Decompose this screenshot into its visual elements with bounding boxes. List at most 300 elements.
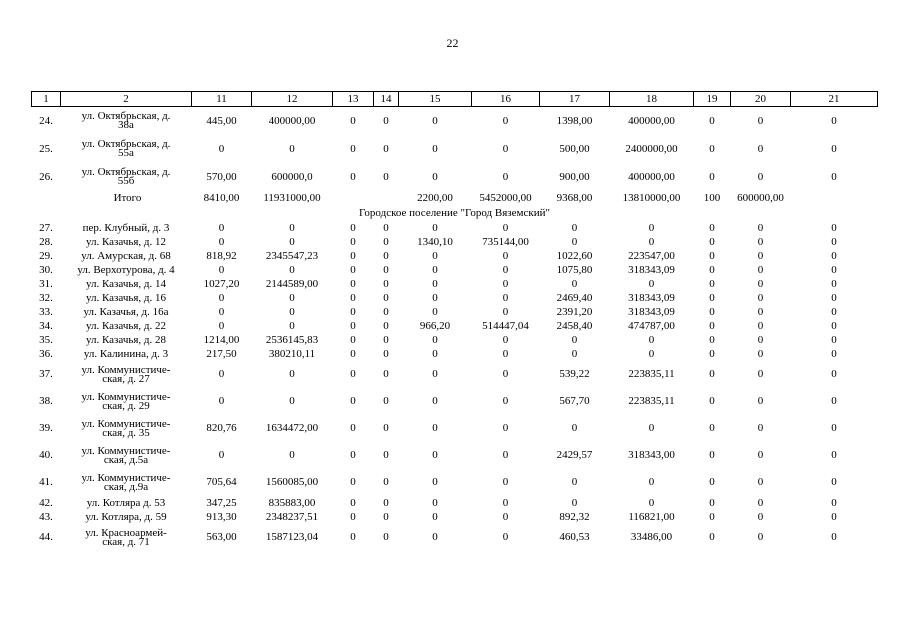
- value-cell: 0: [648, 333, 655, 346]
- address-cell: [61, 291, 192, 305]
- value-cell: 539,22: [559, 368, 590, 380]
- value-cell: 0: [502, 305, 509, 318]
- value-cell: 0: [571, 221, 578, 234]
- value-cell: 0: [757, 249, 764, 262]
- value-cell: 0: [502, 422, 509, 434]
- value-cell: 0: [432, 476, 438, 488]
- value-cell: 0: [502, 333, 509, 346]
- value-cell: 0: [350, 142, 356, 155]
- value-cell: 0: [432, 531, 438, 543]
- value-cell: 0: [432, 496, 438, 509]
- value-cell: 2458,40: [556, 319, 593, 332]
- value-cell: 0: [709, 114, 715, 127]
- value-cell: 0: [648, 277, 655, 290]
- value-cell: 0: [571, 422, 578, 434]
- value-cell: 0: [502, 277, 509, 290]
- value-cell: 33486,00: [630, 531, 673, 543]
- address-cell: [61, 347, 192, 361]
- value-cell: 0: [383, 235, 389, 248]
- value-cell: 0: [383, 263, 389, 276]
- value-cell: 0: [831, 395, 837, 407]
- value-cell: 0: [757, 277, 764, 290]
- column-header: 21: [791, 92, 878, 107]
- value-cell: 0: [350, 305, 356, 318]
- row-number: 37.: [39, 368, 53, 380]
- address-line: ул. Казачья, д. 28: [85, 333, 167, 346]
- row-number: 35.: [39, 333, 53, 346]
- value-cell: 0: [383, 142, 389, 155]
- section-row: [32, 205, 878, 221]
- address-cell: [61, 496, 192, 510]
- value-cell: 0: [383, 496, 389, 509]
- value-cell: 0: [571, 333, 578, 346]
- value-cell: 966,20: [419, 319, 451, 332]
- value-cell: 0: [432, 368, 438, 380]
- value-cell: 0: [757, 235, 764, 248]
- value-cell: 0: [831, 476, 837, 488]
- value-cell: 0: [502, 395, 509, 407]
- value-cell: 820,76: [206, 422, 237, 434]
- value-cell: 0: [289, 368, 295, 380]
- address-line: ская, д.5а: [103, 453, 149, 466]
- value-cell: 0: [757, 291, 764, 304]
- value-cell: 0: [709, 510, 715, 523]
- value-cell: 0: [350, 221, 356, 234]
- table-row: [32, 319, 878, 333]
- value-cell: 0: [648, 221, 655, 234]
- row-number: 34.: [39, 319, 53, 332]
- value-cell: 514447,04: [482, 319, 529, 332]
- value-cell: 0: [432, 395, 438, 407]
- row-number: 40.: [39, 449, 53, 461]
- table-row: [32, 263, 878, 277]
- value-cell: 0: [289, 305, 295, 318]
- value-cell: 116821,00: [628, 510, 675, 523]
- value-cell: 900,00: [559, 170, 590, 183]
- value-cell: 0: [571, 496, 578, 509]
- value-cell: 0: [709, 333, 715, 346]
- value-cell: 0: [709, 277, 715, 290]
- value-cell: 0: [502, 476, 509, 488]
- address-cell: [61, 388, 192, 415]
- value-cell: 0: [432, 114, 438, 127]
- value-cell: 818,92: [206, 249, 237, 262]
- value-cell: 0: [757, 221, 764, 234]
- value-cell: 0: [383, 319, 389, 332]
- value-cell: 0: [350, 395, 356, 407]
- value-cell: 0: [289, 235, 295, 248]
- total-row: [32, 191, 878, 205]
- value-cell: 2348237,51: [265, 510, 319, 523]
- value-cell: 0: [383, 531, 389, 543]
- value-cell: 0: [350, 170, 356, 183]
- total-value-cell: [333, 191, 374, 205]
- row-number: 39.: [39, 422, 53, 434]
- value-cell: 0: [350, 333, 356, 346]
- table-row: [32, 469, 878, 496]
- value-cell: 0: [350, 277, 356, 290]
- total-value-cell: 5452000,00: [479, 191, 532, 204]
- value-cell: 0: [383, 347, 389, 360]
- value-cell: 0: [289, 319, 295, 332]
- value-cell: 0: [432, 422, 438, 434]
- table-row: [32, 107, 878, 136]
- column-header: 1: [32, 92, 61, 107]
- value-cell: 0: [350, 422, 356, 434]
- value-cell: 0: [383, 368, 389, 380]
- value-cell: 0: [218, 319, 225, 332]
- table-row: [32, 277, 878, 291]
- column-header: 11: [192, 92, 252, 107]
- value-cell: 0: [432, 142, 438, 155]
- row-number: 42.: [39, 496, 53, 509]
- value-cell: 567,70: [559, 395, 590, 407]
- row-number: 24.: [39, 114, 53, 127]
- table-row: [32, 361, 878, 388]
- value-cell: 835883,00: [268, 496, 316, 509]
- value-cell: 0: [383, 449, 389, 461]
- value-cell: 0: [350, 368, 356, 380]
- value-cell: 0: [757, 305, 764, 318]
- value-cell: 0: [831, 422, 837, 434]
- address-line: ул. Коммунистиче-: [81, 390, 171, 403]
- row-number: 28.: [39, 235, 53, 248]
- value-cell: 0: [502, 142, 509, 155]
- value-cell: 0: [757, 510, 764, 523]
- table-row: [32, 496, 878, 510]
- value-cell: 0: [218, 263, 225, 276]
- table-row: [32, 388, 878, 415]
- row-number: 33.: [39, 305, 53, 318]
- address-line: ская, д. 29: [102, 399, 150, 412]
- value-cell: 0: [502, 496, 509, 509]
- total-value-cell: [791, 191, 878, 205]
- value-cell: 913,30: [206, 510, 237, 523]
- row-number: 26.: [39, 170, 53, 183]
- value-cell: 0: [709, 531, 715, 543]
- value-cell: 0: [709, 449, 715, 461]
- value-cell: 0: [831, 170, 837, 183]
- value-cell: 0: [709, 249, 715, 262]
- value-cell: 0: [757, 422, 764, 434]
- value-cell: 0: [350, 249, 356, 262]
- page-number: 22: [446, 36, 459, 50]
- table-row: [32, 415, 878, 442]
- value-cell: 217,50: [206, 347, 237, 360]
- address-line: ул. Коммунистиче-: [81, 363, 171, 376]
- column-header: 19: [694, 92, 731, 107]
- address-line: пер. Клубный, д. 3: [82, 221, 170, 234]
- value-cell: 0: [502, 531, 509, 543]
- address-line: ул. Котляра, д. 59: [85, 510, 167, 523]
- value-cell: 0: [432, 170, 438, 183]
- table-row: [32, 524, 878, 551]
- address-cell: [61, 249, 192, 263]
- total-label: Итого: [113, 191, 142, 204]
- value-cell: 0: [571, 347, 578, 360]
- value-cell: 563,00: [206, 531, 237, 543]
- value-cell: 0: [757, 114, 764, 127]
- address-line: ул. Казачья, д. 16а: [83, 305, 169, 318]
- row-number: 27.: [39, 221, 53, 234]
- value-cell: 0: [502, 510, 509, 523]
- value-cell: 0: [289, 142, 295, 155]
- value-cell: 318343,09: [628, 291, 675, 304]
- value-cell: 0: [757, 347, 764, 360]
- value-cell: 0: [648, 496, 655, 509]
- value-cell: 0: [757, 170, 764, 183]
- address-line: ул. Верхотурова, д. 4: [77, 263, 175, 276]
- value-cell: 0: [831, 305, 837, 318]
- value-cell: 0: [831, 496, 837, 509]
- table-row: [32, 135, 878, 163]
- value-cell: 0: [831, 333, 837, 346]
- value-cell: 0: [757, 263, 764, 276]
- value-cell: 0: [831, 235, 837, 248]
- value-cell: 1560085,00: [265, 476, 319, 488]
- total-value-cell: 13810000,00: [622, 191, 681, 204]
- address-line: ул. Котляра д. 53: [86, 496, 166, 509]
- address-line: 38а: [118, 119, 134, 131]
- value-cell: 223547,00: [628, 249, 675, 262]
- value-cell: 0: [502, 249, 509, 262]
- table-row: [32, 510, 878, 524]
- address-cell: [61, 524, 192, 551]
- address-line: ул. Казачья, д. 22: [85, 319, 167, 332]
- value-cell: 0: [432, 449, 438, 461]
- value-cell: 0: [502, 263, 509, 276]
- total-value-cell: 100: [703, 191, 721, 204]
- value-cell: 0: [502, 368, 509, 380]
- value-cell: 0: [350, 319, 356, 332]
- value-cell: 0: [502, 170, 509, 183]
- column-header: 15: [399, 92, 472, 107]
- address-cell: [61, 510, 192, 524]
- value-cell: 380210,11: [268, 347, 316, 360]
- address-line: ул. Красноармей-: [85, 526, 167, 539]
- value-cell: 0: [383, 305, 389, 318]
- value-cell: 0: [648, 235, 655, 248]
- value-cell: 223835,11: [628, 395, 675, 407]
- value-cell: 0: [709, 347, 715, 360]
- row-number: 32.: [39, 291, 53, 304]
- value-cell: 2469,40: [556, 291, 593, 304]
- value-cell: 0: [432, 263, 438, 276]
- value-cell: 0: [383, 422, 389, 434]
- table-row: [32, 305, 878, 319]
- value-cell: 460,53: [559, 531, 590, 543]
- value-cell: 0: [289, 449, 295, 461]
- table-body: [32, 107, 878, 552]
- table-row: [32, 235, 878, 249]
- table-row: [32, 333, 878, 347]
- value-cell: 0: [218, 142, 225, 155]
- value-cell: 2536145,83: [265, 333, 319, 346]
- value-cell: 570,00: [206, 170, 237, 183]
- value-cell: 0: [383, 221, 389, 234]
- value-cell: 0: [831, 449, 837, 461]
- value-cell: 0: [502, 114, 509, 127]
- value-cell: 1214,00: [203, 333, 240, 346]
- value-cell: 2391,20: [556, 305, 593, 318]
- value-cell: 0: [218, 449, 225, 461]
- value-cell: 0: [757, 531, 764, 543]
- value-cell: 0: [432, 305, 438, 318]
- address-cell: [61, 135, 192, 163]
- value-cell: 0: [831, 114, 837, 127]
- row-number: [32, 191, 61, 205]
- value-cell: 0: [350, 291, 356, 304]
- value-cell: 0: [350, 449, 356, 461]
- address-line: ул. Коммунистиче-: [81, 444, 171, 457]
- value-cell: 0: [709, 235, 715, 248]
- value-cell: 0: [709, 142, 715, 155]
- address-line: ская, д. 27: [102, 372, 150, 385]
- column-header: 20: [731, 92, 791, 107]
- value-cell: 0: [831, 249, 837, 262]
- value-cell: 0: [350, 114, 356, 127]
- value-cell: 0: [383, 291, 389, 304]
- address-line: ская, д. 71: [102, 535, 150, 548]
- value-cell: 0: [432, 221, 438, 234]
- value-cell: 0: [831, 263, 837, 276]
- value-cell: 0: [432, 347, 438, 360]
- value-cell: 0: [350, 476, 356, 488]
- address-line: ул. Казачья, д. 14: [85, 277, 167, 290]
- value-cell: 0: [502, 221, 509, 234]
- value-cell: 2144589,00: [265, 277, 319, 290]
- value-cell: 0: [709, 305, 715, 318]
- address-line: ул. Октябрьская, д.: [81, 110, 171, 122]
- address-line: ул. Казачья, д. 16: [85, 291, 167, 304]
- column-header: 17: [540, 92, 610, 107]
- total-value-cell: 11931000,00: [263, 191, 321, 204]
- address-cell: [61, 469, 192, 496]
- value-cell: 318343,00: [628, 449, 675, 461]
- address-line: 55а: [118, 147, 134, 159]
- row-number: 31.: [39, 277, 53, 290]
- row-number: 36.: [39, 347, 53, 360]
- value-cell: 0: [648, 422, 655, 434]
- column-header: 2: [61, 92, 192, 107]
- value-cell: 1075,80: [556, 263, 593, 276]
- value-cell: 0: [218, 235, 225, 248]
- value-cell: 2400000,00: [625, 142, 678, 155]
- value-cell: 0: [383, 277, 389, 290]
- value-cell: 600000,0: [271, 170, 313, 183]
- row-number: 25.: [39, 142, 53, 155]
- value-cell: 0: [831, 142, 837, 155]
- value-cell: 0: [709, 221, 715, 234]
- value-cell: 0: [831, 277, 837, 290]
- value-cell: 705,64: [206, 476, 237, 488]
- address-cell: [61, 442, 192, 469]
- table-row: [32, 442, 878, 469]
- value-cell: 0: [757, 449, 764, 461]
- total-value-cell: 600000,00: [737, 191, 784, 204]
- address-cell: [61, 221, 192, 235]
- column-header: 18: [610, 92, 694, 107]
- value-cell: 0: [831, 347, 837, 360]
- value-cell: 0: [350, 496, 356, 509]
- address-line: ская, д.9а: [103, 480, 149, 493]
- value-cell: 0: [289, 395, 295, 407]
- value-cell: 0: [831, 531, 837, 543]
- value-cell: 0: [709, 170, 715, 183]
- value-cell: 735144,00: [482, 235, 529, 248]
- address-cell: [61, 277, 192, 291]
- value-cell: 0: [709, 319, 715, 332]
- address-line: ул. Коммунистиче-: [81, 417, 171, 430]
- value-cell: 0: [571, 277, 578, 290]
- value-cell: 0: [831, 368, 837, 380]
- value-cell: 0: [757, 476, 764, 488]
- value-cell: 0: [502, 449, 509, 461]
- value-cell: 0: [350, 347, 356, 360]
- value-cell: 0: [757, 496, 764, 509]
- address-cell: [61, 107, 192, 136]
- value-cell: 474787,00: [628, 319, 675, 332]
- row-number: 29.: [39, 249, 53, 262]
- value-cell: 400000,00: [628, 170, 675, 183]
- value-cell: 0: [432, 249, 438, 262]
- value-cell: 0: [571, 476, 578, 488]
- address-line: ул. Октябрьская, д.: [81, 166, 171, 178]
- value-cell: 0: [709, 395, 715, 407]
- value-cell: 0: [648, 476, 655, 488]
- address-cell: [61, 305, 192, 319]
- value-cell: 0: [350, 531, 356, 543]
- address-cell: [61, 319, 192, 333]
- row-number: 43.: [39, 510, 53, 523]
- value-cell: 0: [571, 235, 578, 248]
- column-header: 14: [374, 92, 399, 107]
- value-cell: 0: [757, 319, 764, 332]
- address-line: ул. Октябрьская, д.: [81, 138, 171, 150]
- value-cell: 0: [383, 395, 389, 407]
- value-cell: 0: [289, 263, 295, 276]
- value-cell: 0: [648, 347, 655, 360]
- value-cell: 0: [383, 249, 389, 262]
- table-row: [32, 347, 878, 361]
- value-cell: 0: [350, 235, 356, 248]
- value-cell: 0: [831, 319, 837, 332]
- value-cell: 0: [757, 333, 764, 346]
- row-number: 38.: [39, 395, 53, 407]
- row-number: 30.: [39, 263, 53, 276]
- value-cell: 223835,11: [628, 368, 675, 380]
- value-cell: 0: [218, 395, 225, 407]
- table-header-row: [32, 92, 878, 107]
- value-cell: 892,32: [559, 510, 590, 523]
- value-cell: 1398,00: [556, 114, 593, 127]
- value-cell: 0: [709, 422, 715, 434]
- value-cell: 0: [709, 496, 715, 509]
- value-cell: 400000,00: [268, 114, 316, 127]
- value-cell: 0: [432, 333, 438, 346]
- value-cell: 0: [757, 395, 764, 407]
- data-table: [31, 91, 878, 551]
- value-cell: 0: [218, 291, 225, 304]
- column-header: 12: [252, 92, 333, 107]
- total-value-cell: 8410,00: [203, 191, 240, 204]
- address-cell: [61, 415, 192, 442]
- value-cell: 0: [383, 510, 389, 523]
- value-cell: 400000,00: [628, 114, 675, 127]
- value-cell: 1027,20: [203, 277, 240, 290]
- value-cell: 0: [831, 291, 837, 304]
- value-cell: 0: [831, 510, 837, 523]
